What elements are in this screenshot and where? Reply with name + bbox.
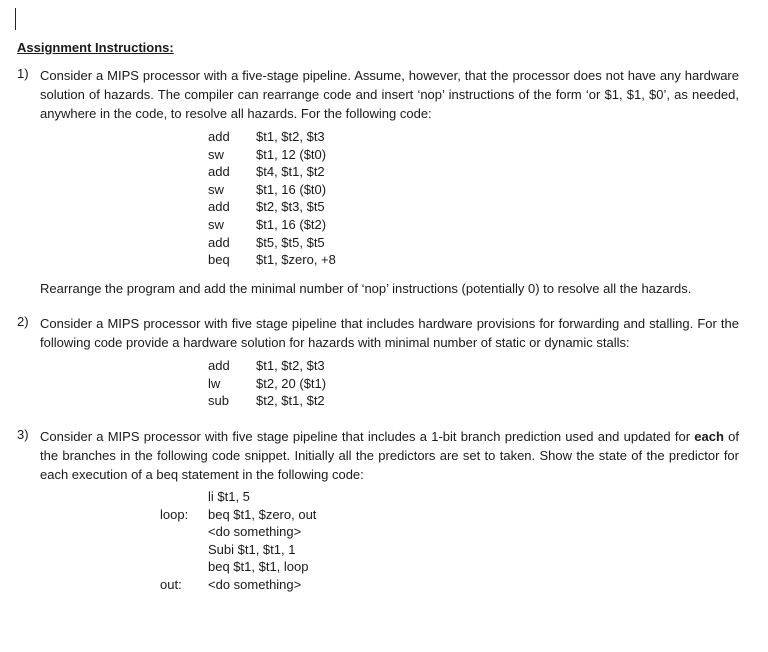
code-line: beq $t1, $zero, +8 <box>208 252 336 268</box>
code-line: beq $t1, $t1, loop <box>208 559 309 575</box>
question-2-code <box>208 357 326 410</box>
question-1 <box>17 66 739 123</box>
code-line: sw $t1, 12 ($t0) <box>208 146 327 162</box>
question-1-number: 1) <box>17 66 29 81</box>
question-1-code <box>208 128 336 269</box>
question-2 <box>17 314 739 352</box>
question-1-text: Consider a MIPS processor with a five-stage pipeline. Assume, however, that the processor does not have any hardware solution of hazards. The compiler can rearrange code and insert ‘nop’ instructions of the form ‘or $1, $1, $0’, as needed, anywhere in the code, to resolve all hazards. For the following code: <box>40 68 739 121</box>
text-cursor <box>15 8 16 30</box>
question-1-instruction <box>17 279 739 298</box>
code-line: sw $t1, 16 ($t0) <box>208 181 327 197</box>
question-3 <box>17 427 739 484</box>
code-line: sub $t2, $t1, $t2 <box>208 393 325 409</box>
question-3-number: 3) <box>17 427 29 442</box>
question-3-code <box>160 488 316 594</box>
code-line: add $t1, $t2, $t3 <box>208 129 325 144</box>
code-line: Subi $t1, $t1, 1 <box>208 541 296 557</box>
question-2-number: 2) <box>17 314 29 329</box>
code-line: li $t1, 5 <box>208 489 250 504</box>
code-line: lw $t2, 20 ($t1) <box>208 375 327 391</box>
code-line: add $t4, $t1, $t2 <box>208 164 325 180</box>
code-line: <do something> <box>208 524 302 540</box>
question-1-followup: Rearrange the program and add the minimal number of ‘nop’ instructions (potentially 0) to resolve all the hazards. <box>40 281 692 296</box>
code-line: add $t2, $t3, $t5 <box>208 199 325 215</box>
code-line: out: <do something> <box>160 576 302 592</box>
assignment-heading: Assignment Instructions: <box>17 40 174 55</box>
code-line: add $t1, $t2, $t3 <box>208 358 325 373</box>
code-line: loop: beq $t1, $zero, out <box>160 506 317 522</box>
code-line: add $t5, $t5, $t5 <box>208 234 325 250</box>
question-2-text: Consider a MIPS processor with five stage pipeline that includes hardware provisions for forwarding and stalling. For the following code provide a hardware solution for hazards with minimal number of static or dynamic stalls: <box>40 316 739 350</box>
question-3-text: Consider a MIPS processor with five stage pipeline that includes a 1-bit branch prediction used and updated for each of the branches in the following code snippet. Initially all the predictors are set to taken. Show the state of the predictor for each execution of a beq statement in the following code: <box>40 429 739 482</box>
code-line: sw $t1, 16 ($t2) <box>208 216 327 232</box>
